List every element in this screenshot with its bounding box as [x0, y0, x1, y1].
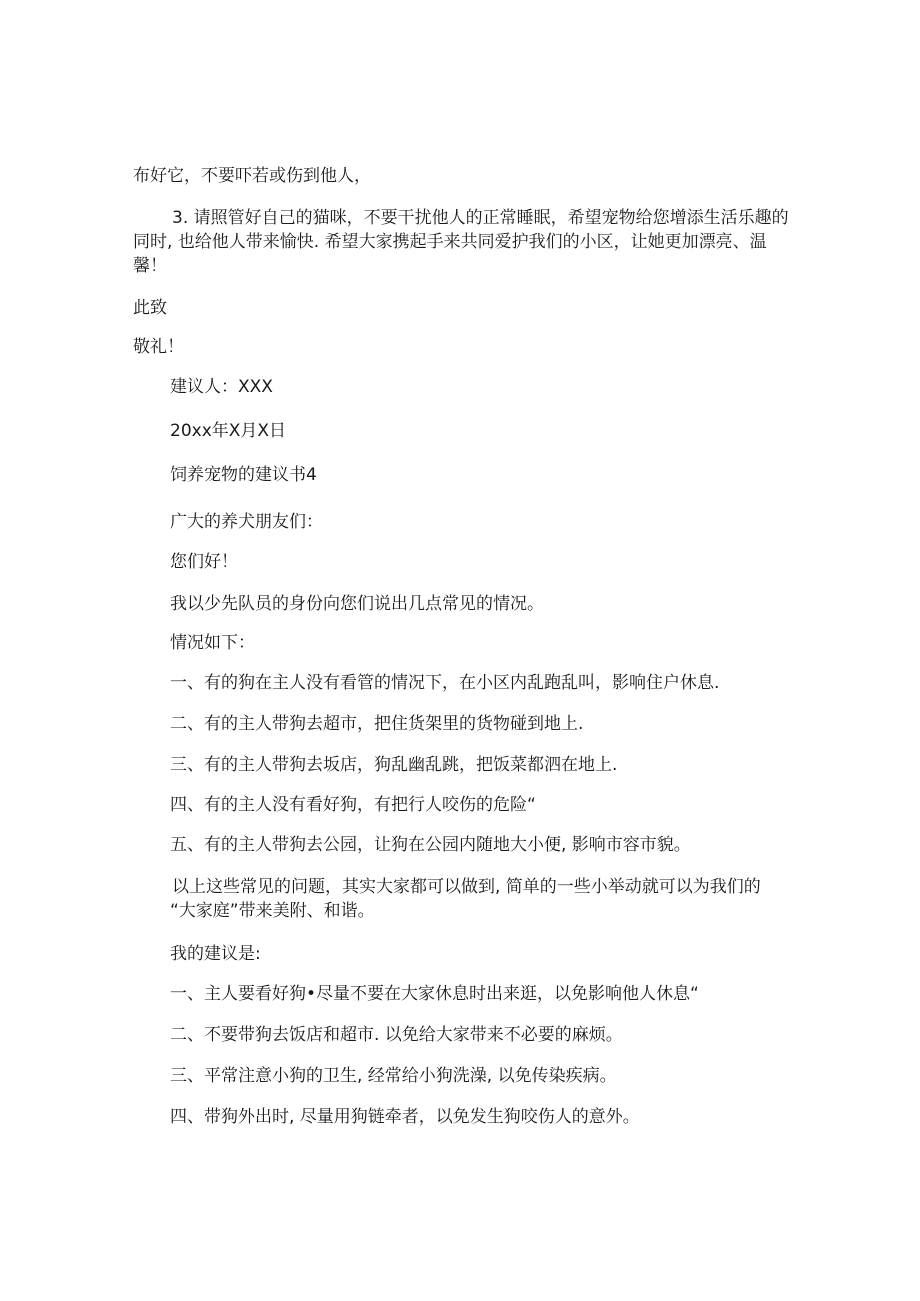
section-title: 饲养宠物的建议书4	[170, 465, 317, 485]
text-line: 五、有的主人带狗去公园，让狗在公园内随地大小便, 影响市容市貌。	[170, 835, 691, 855]
text-line: 三、有的主人带狗去坂店，狗乱幽乱跳，把饭菜都泗在地上.	[170, 755, 618, 775]
text-line: 三、平常注意小狗的卫生, 经常给小狗洗澡, 以免传染疾病。	[170, 1066, 617, 1086]
text-line: 二、不要带狗去饭店和超市. 以免给大家带来不必要的麻烦。	[170, 1025, 623, 1045]
signature-line: 建议人：XXX	[170, 377, 273, 397]
text-line: 馨！	[133, 256, 167, 276]
text-line: 此致	[133, 298, 167, 318]
text-line: 敬礼！	[133, 337, 184, 357]
text-line: 四、有的主人没有看好狗，有把行人咬伤的危险“	[170, 795, 536, 815]
date-line: 20xx年X月X日	[170, 421, 287, 441]
text-line: “大家庭”带来美附、和谐。	[170, 901, 375, 921]
text-line: 一、有的狗在主人没有看管的情况下，在小区内乱跑乱叫，影响住户休息.	[170, 673, 720, 693]
text-line: 情况如下：	[170, 633, 255, 653]
text-line: 以上这些常见的问题，其实大家都可以做到, 简单的一些小举动就可以为我们的	[172, 877, 761, 897]
text-line: 3. 请照管好自己的猫咪，不要干扰他人的正常睡眠，希望宠物给您增添生活乐趣的	[172, 208, 789, 228]
text-line: 四、带狗外出时, 尽量用狗链牵者，以免发生狗咬伤人的意外。	[170, 1107, 640, 1127]
text-line: 同时, 也给他人带来愉快. 希望大家携起手来共同爱护我们的小区，让她更加漂亮、温	[133, 232, 767, 252]
text-line: 您们好！	[170, 552, 238, 572]
text-line: 我以少先队员的身份向您们说出几点常见的情况。	[170, 594, 544, 614]
text-line: 布好它，不要吓若或伤到他人，	[133, 166, 371, 186]
text-line: 广大的养犬朋友们：	[170, 512, 323, 532]
text-line: 我的建议是:	[170, 944, 261, 964]
text-line: 一、主人要看好狗•尽量不要在大家休息时出来逛，以免影响他人休息“	[170, 984, 699, 1004]
text-line: 二、有的主人带狗去超市，把住货架里的货物碰到地上.	[170, 714, 584, 734]
